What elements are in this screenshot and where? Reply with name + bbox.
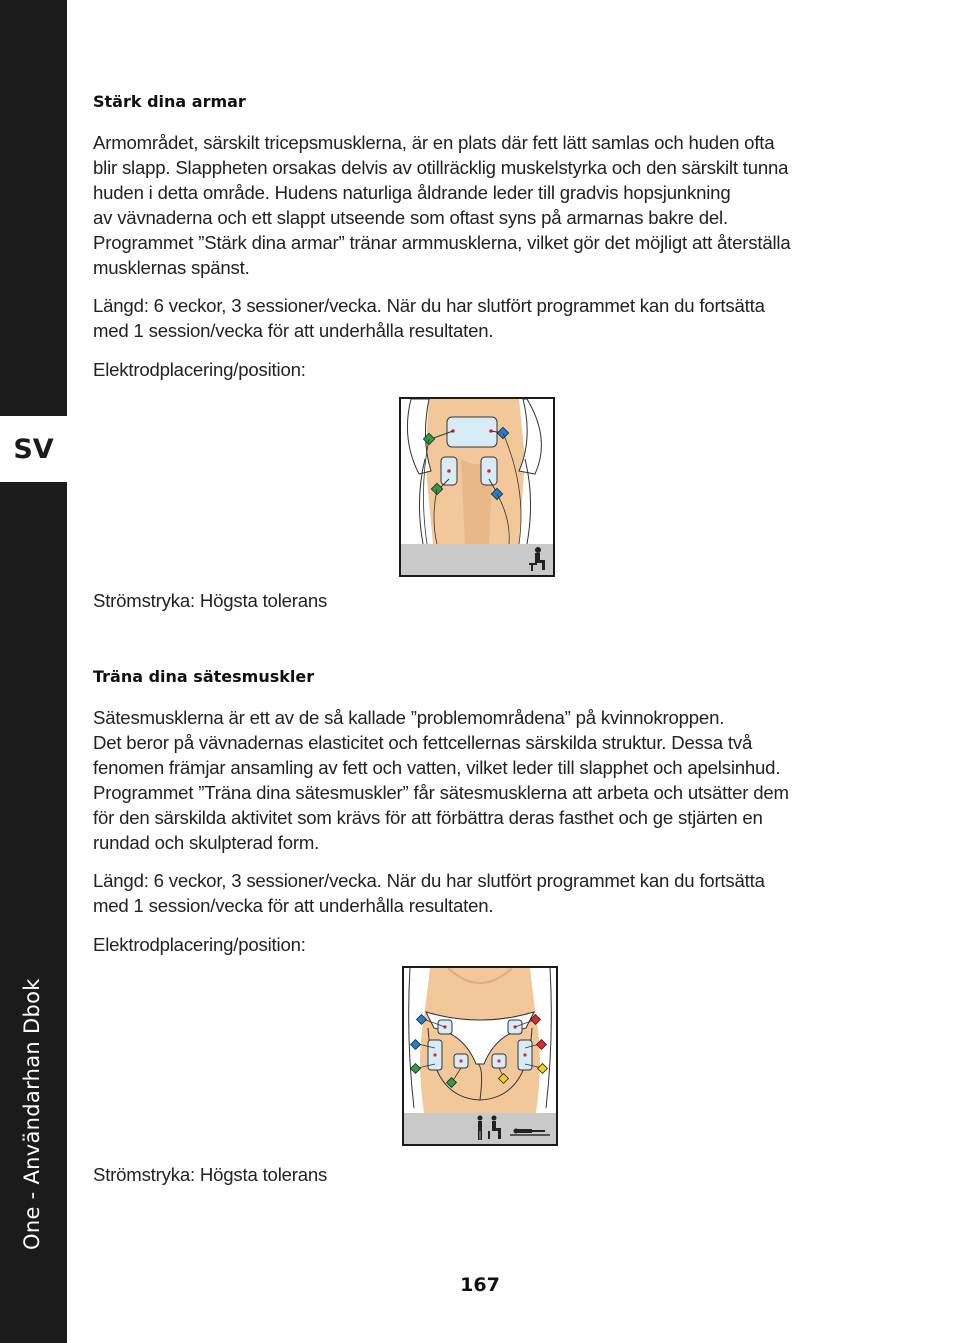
- page-number: 167: [460, 1274, 500, 1296]
- text-line: Programmet ”Stärk dina armar” tränar armmusklerna, vilket gör det möjligt att återställa: [93, 232, 791, 253]
- intro-paragraph: [93, 130, 873, 280]
- section-arms: [93, 92, 873, 382]
- text-line: fenomen främjar ansamling av fett och vatten, vilket leder till slapphet och apelsinhud.: [93, 757, 781, 778]
- arms-electrode-figure: [399, 397, 555, 577]
- sidebar: [0, 0, 67, 1343]
- duration-paragraph: [93, 868, 873, 918]
- glutes-intensity: [93, 1162, 873, 1187]
- intro-paragraph: [93, 705, 873, 855]
- text-line: Programmet ”Träna dina sätesmuskler” får sätesmusklerna att arbeta och utsätter dem: [93, 782, 789, 803]
- intensity-text: Strömstryka: Högsta tolerans: [93, 590, 328, 611]
- text-line: Längd: 6 veckor, 3 sessioner/vecka. När du har slutfört programmet kan du fortsätta: [93, 870, 765, 891]
- duration-paragraph: [93, 293, 873, 343]
- placement-label: Elektrodplacering/position:: [93, 359, 306, 380]
- text-line: Sätesmusklerna är ett av de så kallade ”problemområdena” på kvinnokroppen.: [93, 707, 725, 728]
- text-line: Armområdet, särskilt tricepsmusklerna, är en plats där fett lätt samlas och huden ofta: [93, 132, 775, 153]
- text-line: rundad och skulpterad form.: [93, 832, 320, 853]
- placement-label: Elektrodplacering/position:: [93, 934, 306, 955]
- section-glutes: [93, 667, 873, 957]
- text-line: Det beror på vävnadernas elasticitet och fettcellernas särskilda struktur. Dessa två: [93, 732, 753, 753]
- arms-intensity: [93, 588, 873, 613]
- text-line: av vävnaderna och ett slappt utseende som oftast syns på armarnas bakre del.: [93, 207, 728, 228]
- text-line: med 1 session/vecka för att underhålla resultaten.: [93, 320, 494, 341]
- glutes-illustration: [404, 968, 556, 1144]
- glutes-electrode-figure: [402, 966, 558, 1146]
- section-heading: Träna dina sätesmuskler: [93, 667, 315, 686]
- language-tab: SV: [0, 416, 67, 482]
- text-line: musklernas spänst.: [93, 257, 250, 278]
- intensity-text: Strömstryka: Högsta tolerans: [93, 1164, 328, 1185]
- text-line: med 1 session/vecka för att underhålla resultaten.: [93, 895, 494, 916]
- text-line: blir slapp. Slappheten orsakas delvis av otillräcklig muskelstyrka och den särskilt tunna: [93, 157, 789, 178]
- section-heading: Stärk dina armar: [93, 92, 246, 111]
- arms-illustration: [401, 399, 553, 575]
- text-line: för den särskilda aktivitet som krävs för att förbättra deras fasthet och ge stjärten en: [93, 807, 763, 828]
- text-line: Längd: 6 veckor, 3 sessioner/vecka. När du har slutfört programmet kan du fortsätta: [93, 295, 765, 316]
- text-line: huden i detta område. Hudens naturliga åldrande leder till gradvis hopsjunkning: [93, 182, 731, 203]
- manual-title: One - Användarhan Dbok: [20, 978, 44, 1250]
